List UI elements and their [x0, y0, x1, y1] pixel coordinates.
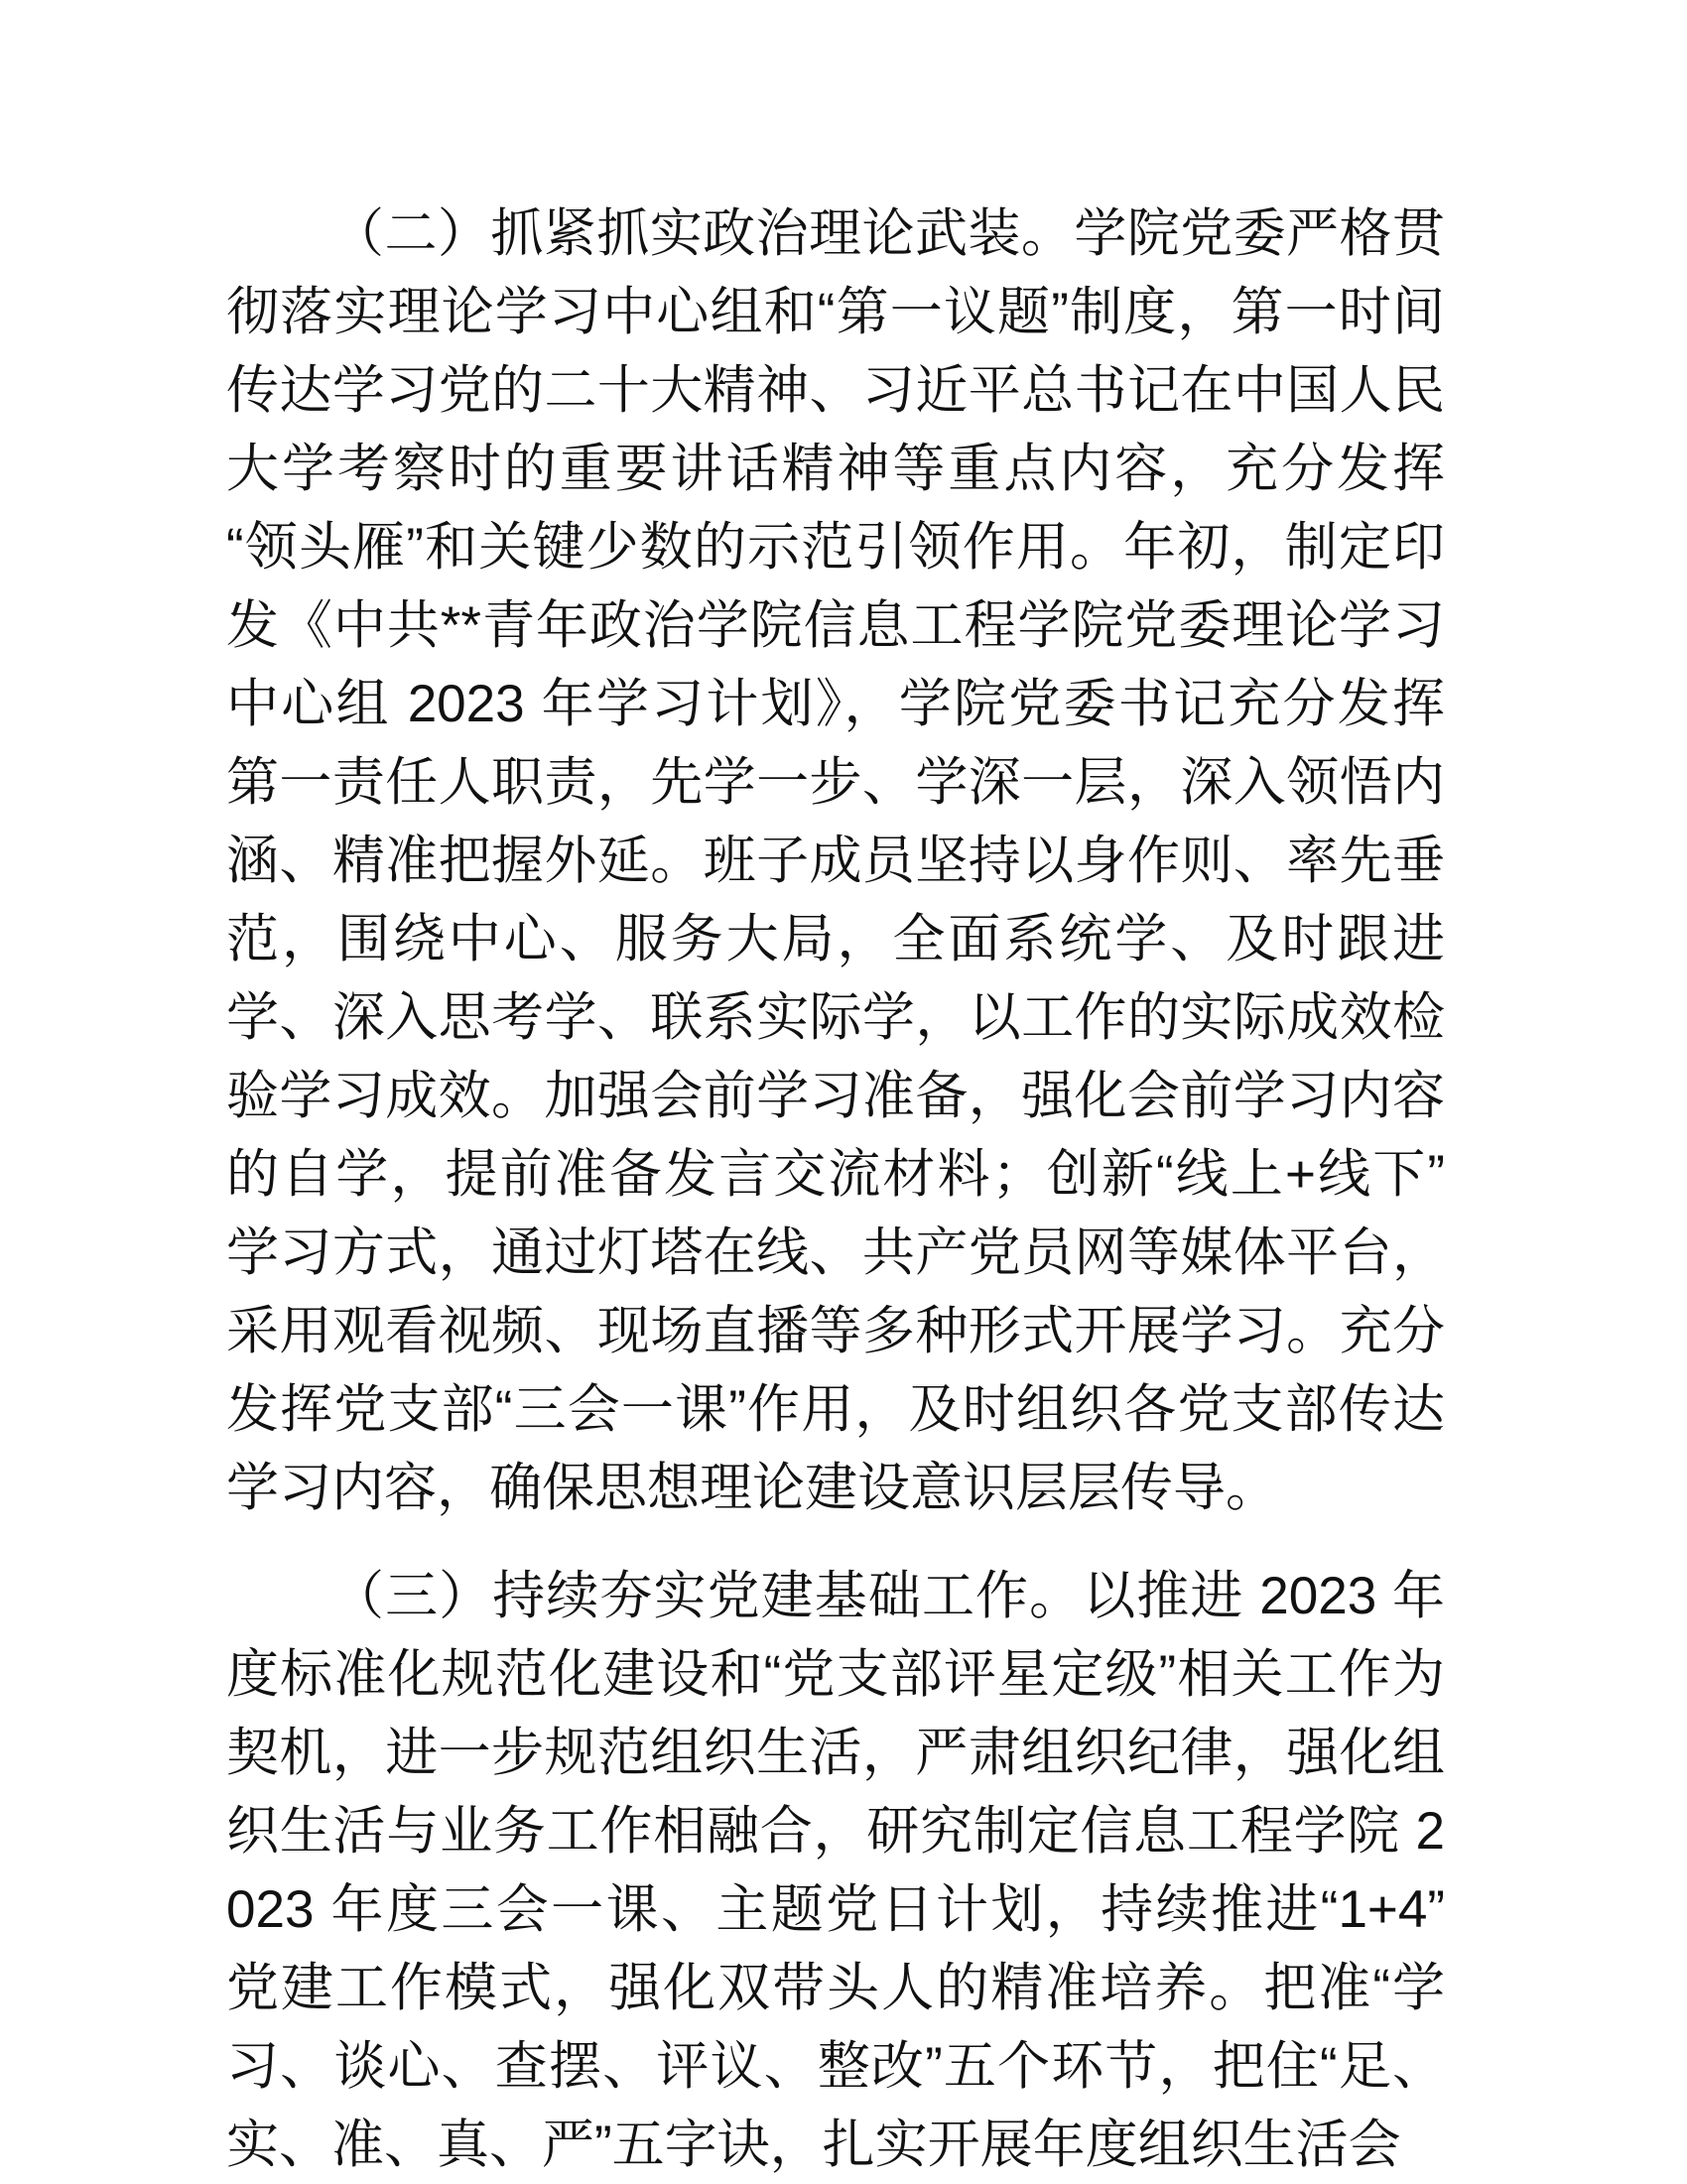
paragraph-section-two: （二）抓紧抓实政治理论武装。学院党委严格贯彻落实理论学习中心组和“第一议题”制度，第一时间传达学习党的二十大精神、习近平总书记在中国人民大学考察时的重要讲话精神等重点内容，充分发挥“领头雁”和关键少数的示范引领作用。年初，制定印发《中共**青年政治学院信息工程学院党委理论学习中心组 2023 年学习计划》，学院党委书记充分发挥第一责任人职责，先学一步、学深一层，深入领悟内涵、精准把握外延。班子成员坚持以身作则、率先垂范，围绕中心、服务大局，全面系统学、及时跟进学、深入思考学、联系实际学，以工作的实际成效检验学习成效。加强会前学习准备，强化会前学习内容的自学，提前准备发言交流材料；创新“线上+线下”学习方式，通过灯塔在线、共产党员网等媒体平台，采用观看视频、现场直播等多种形式开展学习。充分发挥党支部“三会一课”作用，及时组织各党支部传达学习内容，确保思想理论建设意识层层传导。 [226, 204, 1445, 1517]
paragraph-section-three: （三）持续夯实党建基础工作。以推进 2023 年度标准化规范化建设和“党支部评星定级”相关工作为契机，进一步规范组织生活，严肃组织纪律，强化组织生活与业务工作相融合，研究制定信息工程学院 2023 年度三会一课、主题党日计划，持续推进“1+4”党建工作模式，强化双带头人的精准培养。把准“学习、谈心、查摆、评议、整改”五个环节，把住“足、实、准、真、严”五字诀，扎实开展年度组织生活会 [226, 1567, 1445, 2174]
document-body [226, 194, 1445, 2184]
